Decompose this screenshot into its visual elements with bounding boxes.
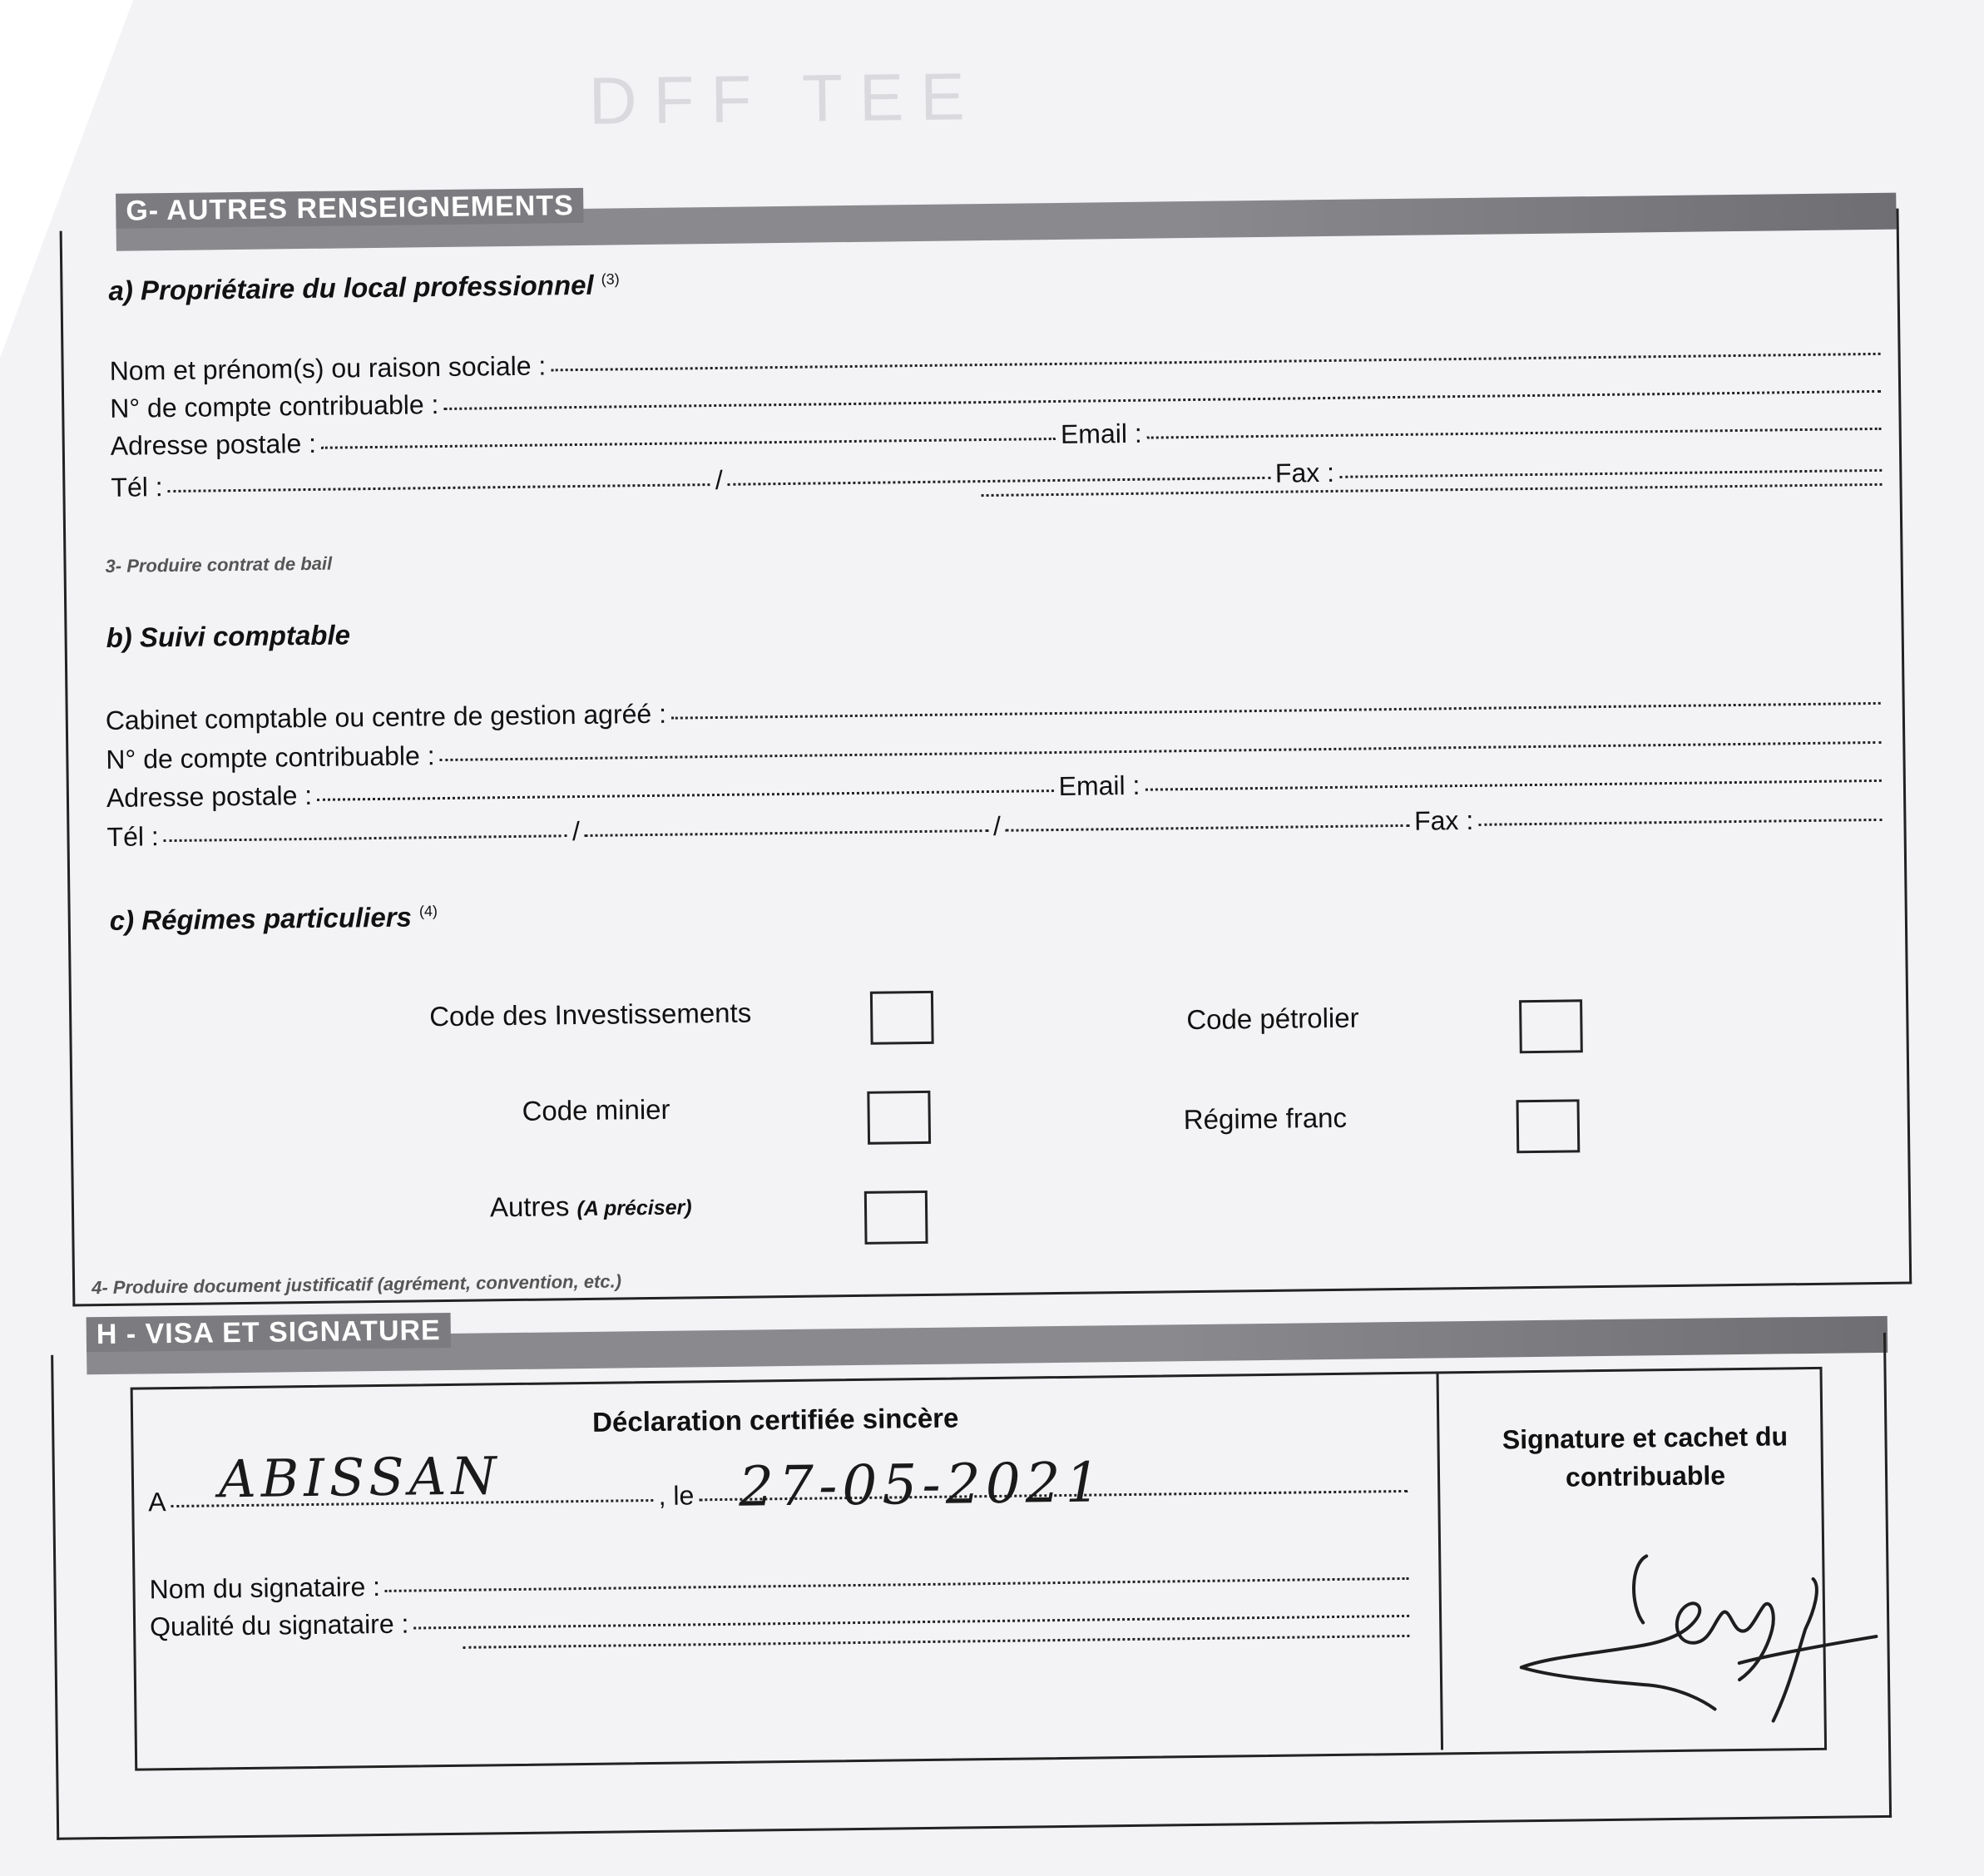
field-b-tel-3[interactable] — [1006, 824, 1409, 832]
option-code-minier-label: Code minier — [522, 1093, 670, 1126]
checkbox-autres[interactable] — [864, 1190, 928, 1245]
label-b-tel: Tél : — [106, 821, 159, 852]
label-a-nom: Nom et prénom(s) ou raison sociale : — [109, 350, 547, 386]
checkbox-regime-franc[interactable] — [1516, 1099, 1581, 1153]
subsection-c-title — [110, 901, 438, 937]
label-a-tel: Tél : — [111, 472, 163, 502]
handwritten-signature — [1422, 1537, 1890, 1742]
subsection-a-title — [108, 269, 620, 307]
option-regime-franc-label: Régime franc — [1183, 1101, 1348, 1136]
field-a-tel-1[interactable] — [168, 483, 710, 493]
label-b-cabinet: Cabinet comptable ou centre de gestion agréé : — [105, 698, 667, 735]
field-qualite-signataire[interactable] — [413, 1615, 1409, 1630]
option-code-petrolier-label: Code pétrolier — [1186, 1002, 1359, 1036]
label-b-fax: Fax : — [1413, 804, 1474, 836]
subsection-a-title-text: a) Propriétaire du local professionnel — [108, 269, 594, 306]
label-nom-signataire: Nom du signataire : — [149, 1572, 381, 1605]
subsection-b-title: b) Suivi comptable — [106, 619, 351, 653]
checkbox-code-investissements[interactable] — [870, 991, 934, 1045]
option-autres-label — [490, 1189, 692, 1223]
note-4: 4- Produire document justificatif (agrément, convention, etc.) — [91, 1270, 622, 1299]
subsection-c-title-text: c) Régimes particuliers — [109, 901, 413, 936]
label-a-compte: N° de compte contribuable : — [110, 389, 439, 423]
signature-title: Signature et cachet du contribuable — [1502, 1421, 1789, 1492]
separator-b-tel-1: / — [571, 816, 581, 847]
field-a-tel-2[interactable] — [728, 477, 1270, 486]
certified-title: Déclaration certifiée sincère — [591, 1402, 959, 1438]
field-nom-signataire[interactable] — [385, 1577, 1408, 1592]
checkbox-code-petrolier[interactable] — [1519, 999, 1583, 1053]
field-b-tel-2[interactable] — [585, 829, 988, 837]
label-b-email: Email : — [1058, 770, 1140, 801]
field-b-fax[interactable] — [1478, 819, 1882, 826]
option-autres-text: Autres — [489, 1190, 570, 1223]
label-a-email: Email : — [1060, 418, 1142, 449]
field-a-adresse[interactable] — [321, 438, 1056, 449]
field-a-fax[interactable] — [1339, 469, 1882, 478]
ghost-stamp-text: DFF TEE — [588, 59, 982, 138]
field-b-tel-1[interactable] — [164, 834, 567, 842]
label-qualite-signataire: Qualité du signataire : — [149, 1608, 409, 1642]
field-b-email[interactable] — [1145, 780, 1881, 791]
field-a-email[interactable] — [1147, 428, 1882, 439]
handwritten-place: ABISSAN — [218, 1445, 502, 1510]
field-b-adresse[interactable] — [317, 790, 1053, 801]
separator-b-tel-2: / — [992, 810, 1002, 841]
label-b-compte: N° de compte contribuable : — [106, 740, 435, 775]
option-code-investissements-label: Code des Investissements — [428, 997, 752, 1032]
subsection-a-ref: (3) — [601, 270, 620, 288]
section-g-title: G- AUTRES RENSEIGNEMENTS — [116, 188, 584, 229]
subsection-c-ref: (4) — [418, 903, 438, 920]
label-a-adresse: Adresse postale : — [110, 428, 317, 461]
section-h-title: H - VISA ET SIGNATURE — [87, 1313, 451, 1352]
label-le: , le — [658, 1480, 695, 1511]
checkbox-code-minier[interactable] — [867, 1091, 931, 1145]
note-3: 3- Produire contrat de bail — [105, 552, 333, 577]
field-b-cabinet[interactable] — [671, 702, 1881, 720]
label-a: A — [148, 1487, 166, 1517]
separator-a-tel: / — [715, 464, 723, 495]
option-autres-hint: (A préciser) — [576, 1195, 692, 1221]
label-a-fax: Fax : — [1274, 457, 1335, 488]
handwritten-date: 27-05-2021 — [738, 1450, 1106, 1519]
label-b-adresse: Adresse postale : — [106, 780, 313, 813]
